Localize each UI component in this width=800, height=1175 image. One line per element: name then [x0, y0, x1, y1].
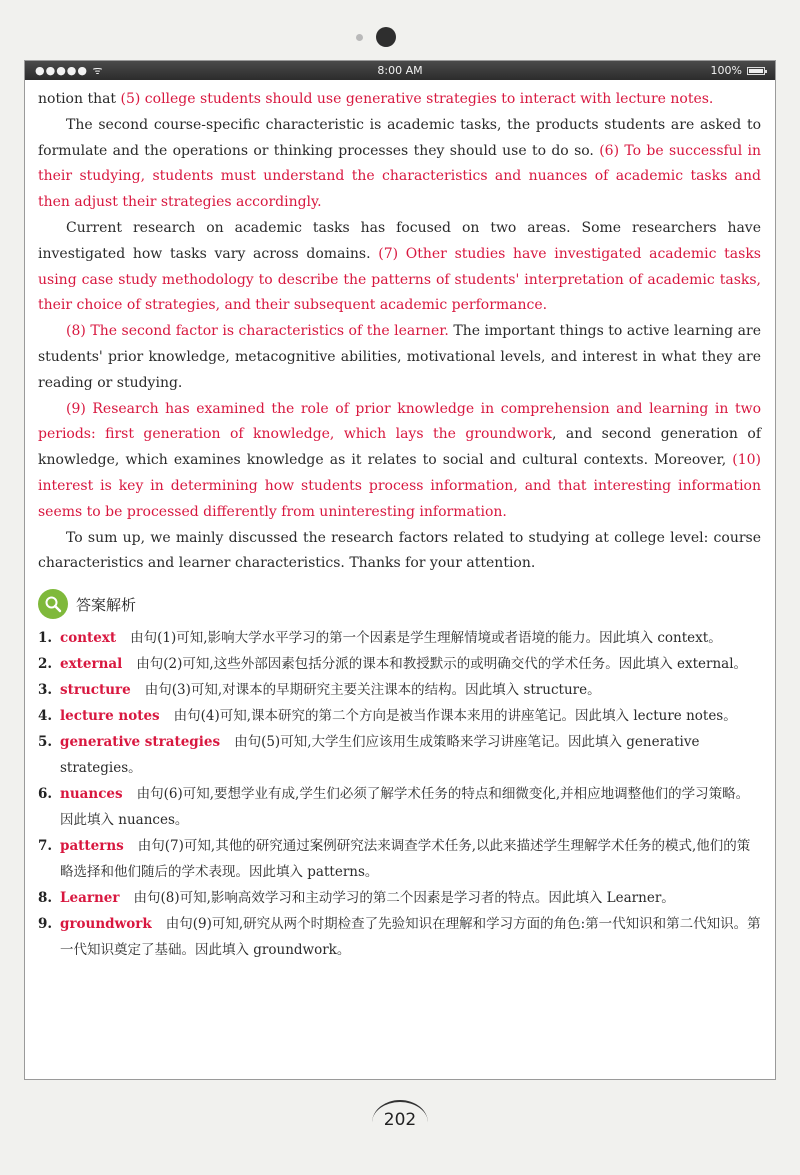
- answer-item: [38, 833, 761, 885]
- passage-paragraph-2: [38, 113, 761, 216]
- battery-percent: 100%: [710, 64, 742, 77]
- page-footer: [0, 1100, 800, 1138]
- highlighted-sentence: (9) Research has examined the role of prior knowledge in comprehension and learning in two periods: first generation of knowledge, which lays the groundwork: [38, 400, 761, 443]
- page-number: 202: [372, 1100, 428, 1138]
- answer-item: [38, 703, 761, 729]
- passage-text: The second course-specific characteristic is academic tasks, the products students are asked to formulate and the operations or thinking processes they should use to do so.: [38, 116, 761, 159]
- answer-number: 9.: [38, 916, 53, 933]
- answer-item: [38, 729, 761, 781]
- answer-keyword: nuances: [60, 786, 123, 803]
- answer-explanation: 由句(1)可知,影响大学水平学习的第一个因素是学生理解情境或者语境的能力。因此填入 context。: [130, 630, 722, 647]
- passage-paragraph-3: [38, 216, 761, 319]
- passage-paragraph-4: [38, 319, 761, 396]
- passage-text: To sum up, we mainly discussed the research factors related to studying at college level: course characteristics and learner characteristics. Thanks for your attention.: [38, 529, 761, 572]
- answer-section-header: [38, 589, 761, 619]
- answer-number: 5.: [38, 734, 53, 751]
- highlighted-sentence: (10) interest is key in determining how students process information, and that interesting information seems to be processed differently from uninteresting information.: [38, 452, 761, 520]
- passage-text: , and second generation of knowledge, which examines knowledge as it relates to social and cultural contexts. Moreover,: [38, 426, 761, 469]
- section-title: 答案解析: [76, 595, 137, 614]
- passage-text: notion that: [38, 91, 121, 107]
- answer-number: 6.: [38, 786, 53, 803]
- highlighted-sentence: (7) Other studies have investigated academic tasks using case study methodology to describe the patterns of students' interpretation of academic tasks, their choice of strategies, and their subsequent academic performance.: [38, 245, 761, 314]
- camera-lens: [376, 27, 396, 47]
- answer-number: 2.: [38, 656, 53, 673]
- tablet-screen: [24, 60, 776, 1080]
- answer-keyword: structure: [60, 682, 131, 699]
- highlighted-sentence: (5) college students should use generative strategies to interact with lecture notes.: [120, 91, 714, 107]
- answer-item: [38, 651, 761, 677]
- sensor-dot: [356, 34, 363, 41]
- magnifier-icon: [38, 589, 68, 619]
- answer-number: 7.: [38, 838, 53, 855]
- answer-item: [38, 781, 761, 833]
- status-time: 8:00 AM: [377, 64, 423, 77]
- answer-explanation: 由句(2)可知,这些外部因素包括分派的课本和教授默示的或明确交代的学术任务。因此填入 external。: [136, 656, 748, 673]
- device-bezel: [0, 0, 800, 60]
- signal-indicator: ●●●●● ᯤ: [35, 64, 104, 77]
- answer-explanation: 由句(7)可知,其他的研究通过案例研究法来调查学术任务,以此来描述学生理解学术任务的模式,他们的策略选择和他们随后的学术表现。因此填入 patterns。: [60, 838, 751, 881]
- answer-explanation: 由句(6)可知,要想学业有成,学生们必须了解学术任务的特点和细微变化,并相应地调整他们的学习策略。因此填入 nuances。: [60, 786, 750, 829]
- answer-keyword: external: [60, 656, 123, 673]
- answer-number: 3.: [38, 682, 53, 699]
- answer-number: 1.: [38, 630, 53, 647]
- status-bar: [25, 61, 775, 80]
- answer-item: [38, 911, 761, 963]
- answer-keyword: Learner: [60, 890, 120, 907]
- highlighted-sentence: (8) The second factor is characteristics of the learner.: [66, 323, 449, 340]
- answer-item: [38, 885, 761, 911]
- answer-keyword: context: [60, 630, 117, 647]
- battery-indicator: [711, 64, 765, 77]
- answer-keyword: generative strategies: [60, 734, 221, 751]
- answer-explanation: 由句(8)可知,影响高效学习和主动学习的第二个因素是学习者的特点。因此填入 Learner。: [133, 890, 675, 907]
- answer-explanation: 由句(3)可知,对课本的早期研究主要关注课本的结构。因此填入 structure。: [144, 682, 601, 699]
- battery-icon: [747, 67, 765, 75]
- answer-explanation: 由句(5)可知,大学生们应该用生成策略来学习讲座笔记。因此填入 generative strategies。: [60, 734, 700, 777]
- answer-keyword: groundwork: [60, 916, 152, 933]
- answer-keyword: patterns: [60, 838, 124, 855]
- answer-item: [38, 677, 761, 703]
- passage-paragraph-5: [38, 397, 761, 526]
- passage-text: The important things to active learning are students' prior knowledge, metacognitive abilities, motivational levels, and interest in what they are reading or studying.: [38, 323, 761, 391]
- passage-text: Current research on academic tasks has focused on two areas. Some researchers have investigated how tasks vary across domains.: [38, 219, 761, 262]
- answer-keyword: lecture notes: [60, 708, 160, 725]
- answer-explanation: 由句(4)可知,课本研究的第二个方向是被当作课本来用的讲座笔记。因此填入 lecture notes。: [173, 708, 737, 725]
- answer-list: [38, 625, 761, 963]
- passage-paragraph-6: [38, 526, 761, 578]
- highlighted-sentence: (6) To be successful in their studying, students must understand the characteristics and nuances of academic tasks and then adjust their strategies accordingly.: [38, 142, 761, 211]
- passage-paragraph-1: [38, 87, 761, 113]
- answer-number: 8.: [38, 890, 53, 907]
- answer-explanation: 由句(9)可知,研究从两个时期检查了先验知识在理解和学习方面的角色:第一代知识和第二代知识。第一代知识奠定了基础。因此填入 groundwork。: [60, 916, 761, 959]
- page-content: [38, 87, 761, 963]
- answer-number: 4.: [38, 708, 53, 725]
- battery-fill: [749, 69, 763, 73]
- answer-item: [38, 625, 761, 651]
